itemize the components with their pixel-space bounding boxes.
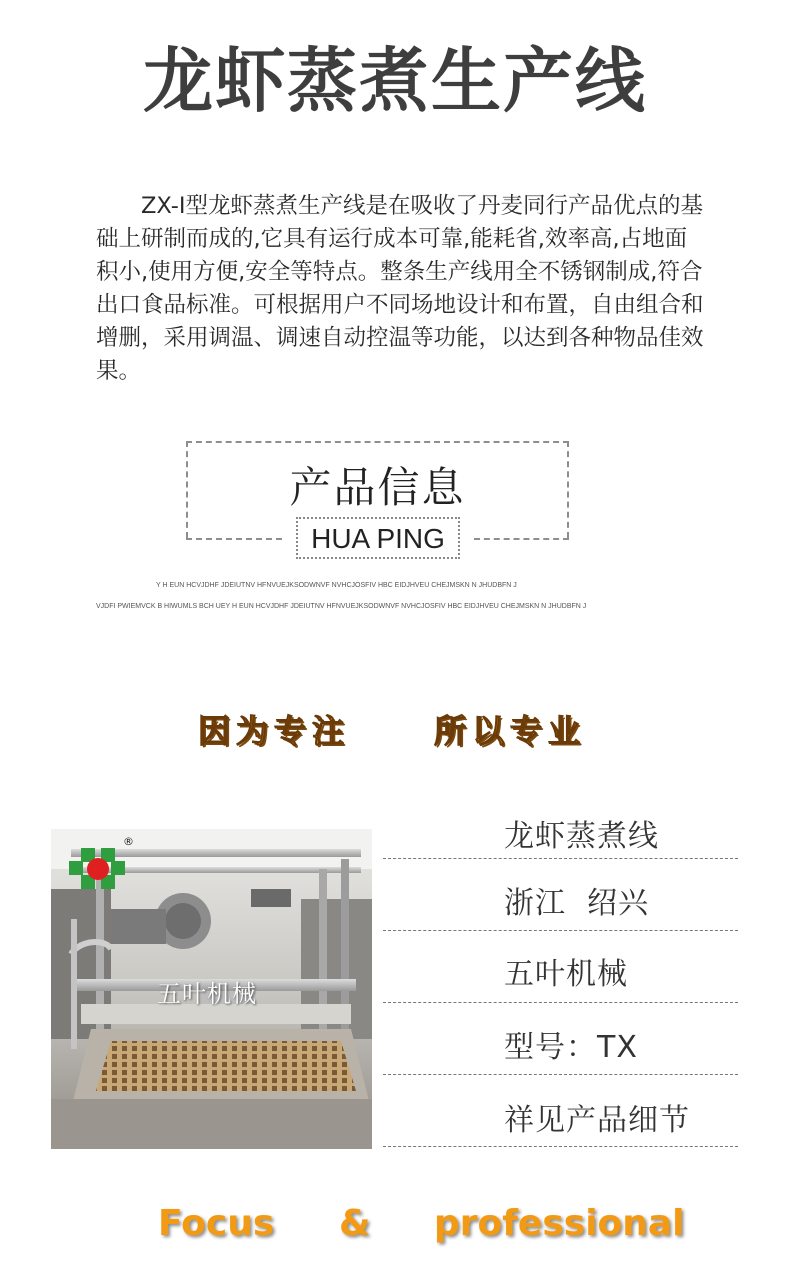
spec-item-location bbox=[383, 859, 738, 931]
product-description: ZX-Ⅰ型龙虾蒸煮生产线是在吸收了丹麦同行产品优点的基础上研制而成的,它具有运行成本可靠,能耗省,效率高,占地面积小,使用方便,安全等特点。整条生产线用全不锈钢制成,符合出口食品标准。可根据用户不同场地设计和布置，自由组合和增删，采用调温、调速自动控温等功能，以达到各种物品佳效果。 bbox=[96, 193, 704, 384]
spec-item-product bbox=[383, 787, 738, 859]
spec-label: 型号：TX bbox=[504, 1030, 638, 1065]
spec-item-details bbox=[383, 1075, 738, 1147]
spec-label: 祥见产品细节 bbox=[504, 1103, 690, 1138]
page-title: 龙虾蒸煮生产线 bbox=[143, 39, 647, 122]
spec-label: 五叶机械 bbox=[504, 957, 628, 992]
spec-item-brand bbox=[383, 931, 738, 1003]
spec-item-model bbox=[383, 1003, 738, 1075]
info-section-subtitle: HUA PING bbox=[296, 517, 460, 559]
footer-word-professional: professional bbox=[434, 1203, 685, 1244]
slogan-professional: 所以专业 bbox=[434, 712, 587, 750]
filler-text-line-2: VJDFI PWIEMVCK B HIWUMLS BCH UEY H EUN HCVJDHF JDEIUTNV HFNVUEJKSODWNVF NVHCJOSFIV HBC EIDJHVEU CHEJMSKN N JHUDBFN J bbox=[96, 603, 587, 610]
slogan-focus: 因为专注 bbox=[198, 712, 351, 750]
spec-label: 龙虾蒸煮线 bbox=[504, 819, 659, 854]
photo-overlay-text: 五叶机械 bbox=[157, 980, 257, 1008]
product-photo bbox=[51, 829, 372, 1149]
info-section-title: 产品信息 bbox=[289, 463, 466, 512]
info-frame-divider-left bbox=[186, 538, 282, 540]
info-frame-divider-right bbox=[474, 538, 569, 540]
spec-label: 浙江 绍兴 bbox=[504, 886, 650, 921]
footer-word-focus: Focus bbox=[158, 1203, 275, 1244]
svg-text:®: ® bbox=[123, 835, 134, 848]
filler-text-line-1: Y H EUN HCVJDHF JDEIUTNV HFNVUEJKSODWNVF NVHCJOSFIV HBC EIDJHVEU CHEJMSKN N JHUDBFN J bbox=[156, 582, 517, 589]
footer-ampersand: & bbox=[339, 1203, 371, 1244]
